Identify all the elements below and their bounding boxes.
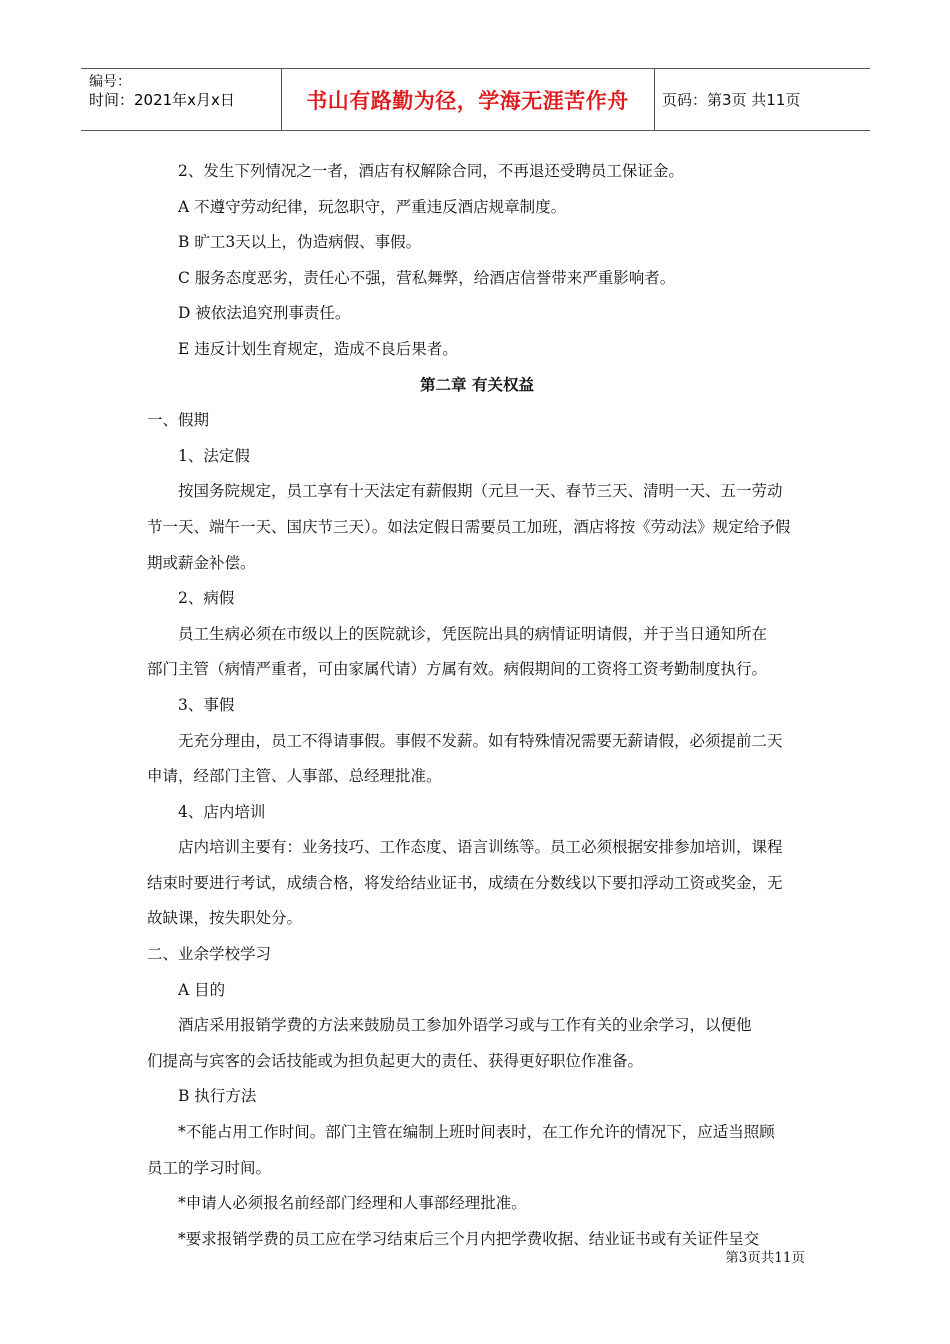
paragraph-line: *不能占用工作时间。部门主管在编制上班时间表时，在工作允许的情况下，应适当照顾: [178, 1123, 775, 1142]
section-heading: 一、假期: [147, 411, 210, 430]
doc-time-label: 时间：2021年x月x日: [89, 91, 235, 109]
subsection-heading: 4、店内培训: [178, 802, 266, 821]
subsection-heading: 2、病假: [178, 589, 235, 608]
paragraph-line: 员工生病必须在市级以上的医院就诊，凭医院出具的病情证明请假，并于当日通知所在: [178, 624, 768, 643]
paragraph-line: 申请，经部门主管、人事部、总经理批准。: [147, 767, 442, 786]
paragraph-line: 故缺课，按失职处分。: [147, 909, 303, 928]
paragraph-line: 酒店采用报销学费的方法来鼓励员工参加外语学习或与工作有关的业余学习，以便他: [178, 1016, 752, 1035]
paragraph-line: 们提高与宾客的会话技能或为担负起更大的责任、获得更好职位作准备。: [147, 1051, 644, 1070]
slogan: 书山有路勤为径，学海无涯苦作舟: [306, 88, 629, 113]
paragraph-line: *申请人必须报名前经部门经理和人事部经理批准。: [178, 1194, 527, 1213]
paragraph-line: 员工的学习时间。: [147, 1158, 272, 1177]
page-footer: 第3页共11页: [725, 1250, 805, 1266]
paragraph-line: 按国务院规定，员工享有十天法定有薪假期（元旦一天、春节三天、清明一天、五一劳动: [178, 482, 783, 501]
header-page-info: 页码：第3页 共11页: [662, 91, 801, 109]
header-slogan-cell: [281, 69, 655, 130]
list-item: A 不遵守劳动纪律，玩忽职守，严重违反酒店规章制度。: [178, 197, 567, 216]
list-item: B 旷工3天以上，伪造病假、事假。: [178, 233, 422, 252]
subsection-heading: A 目的: [178, 980, 226, 999]
paragraph-line: *要求报销学费的员工应在学习结束后三个月内把学费收据、结业证书或有关证件呈交: [178, 1229, 760, 1248]
paragraph-line: 店内培训主要有：业务技巧、工作态度、语言训练等。员工必须根据安排参加培训，课程: [178, 838, 783, 857]
paragraph: 2、发生下列情况之一者，酒店有权解除合同，不再退还受聘员工保证金。: [178, 162, 684, 180]
page-header: [81, 68, 870, 131]
chapter-heading: 第二章 有关权益: [420, 375, 534, 394]
header-page-cell: [654, 69, 870, 130]
header-meta-cell: [81, 69, 282, 130]
paragraph-line: 节一天、端午一天、国庆节三天）。如法定假日需要员工加班，酒店将按《劳动法》规定给予假: [147, 517, 791, 536]
subsection-heading: B 执行方法: [178, 1087, 257, 1106]
subsection-heading: 3、事假: [178, 695, 235, 714]
list-item: D 被依法追究刑事责任。: [178, 304, 351, 323]
list-item: E 违反计划生育规定，造成不良后果者。: [178, 339, 458, 358]
paragraph-line: 结束时要进行考试，成绩合格，将发给结业证书，成绩在分数线以下要扣浮动工资或奖金，无: [147, 873, 783, 892]
subsection-heading: 1、法定假: [178, 446, 250, 465]
paragraph-line: 无充分理由，员工不得请事假。事假不发薪。如有特殊情况需要无薪请假，必须提前二天: [178, 731, 783, 750]
document-body: [147, 154, 807, 1257]
section-heading: 二、业余学校学习: [147, 945, 272, 964]
paragraph-line: 期或薪金补偿。: [147, 553, 256, 572]
list-item: C 服务态度恶劣，责任心不强，营私舞弊，给酒店信誉带来严重影响者。: [178, 268, 676, 287]
paragraph-line: 部门主管（病情严重者，可由家属代请）方属有效。病假期间的工资将工资考勤制度执行。: [147, 660, 768, 679]
doc-code-label: 编号：: [89, 74, 131, 90]
